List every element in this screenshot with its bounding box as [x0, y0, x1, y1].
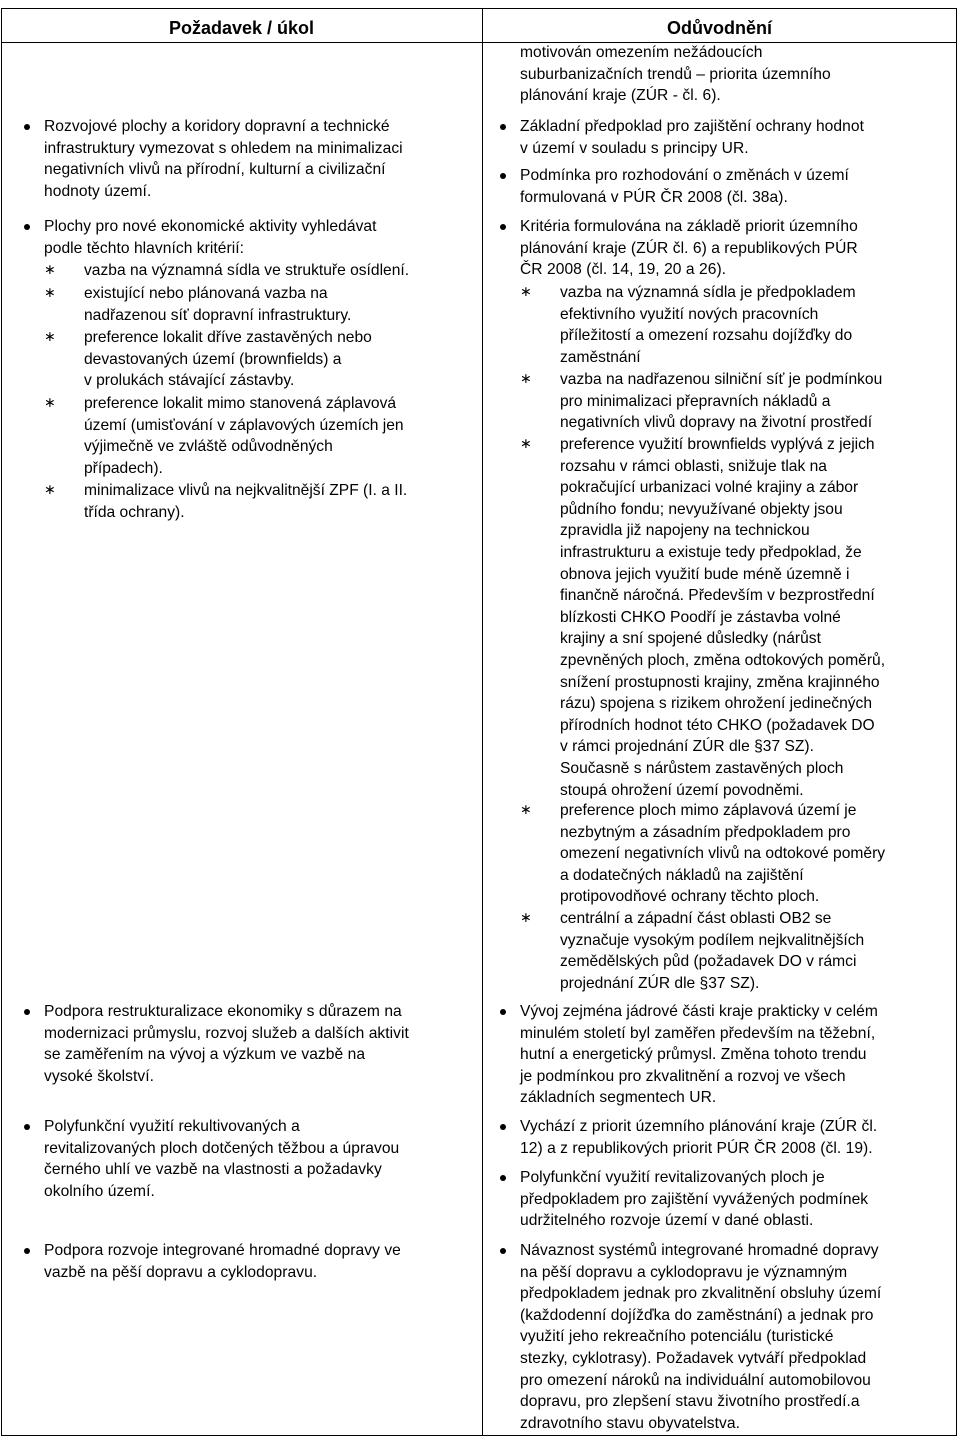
text-line: negativních vlivů na přírodní, kulturní a civilizační	[44, 161, 386, 179]
text-line: Vychází z priorit územního plánování kraje (ZÚR čl.	[520, 1118, 878, 1135]
criterion-list-item	[44, 327, 372, 392]
text-line: formulovaná v PÚR ČR 2008 (čl. 38a).	[520, 188, 788, 206]
text-line: a dodatečných nákladů na zajištění	[560, 866, 804, 884]
text-line: Polyfunkční využití revitalizovaných ploch je	[520, 1169, 825, 1186]
text-line: rozsahu v rámci oblasti, snižuje tlak na	[560, 457, 827, 475]
requirement-development-areas	[24, 116, 403, 202]
requirement-integrated-transport	[24, 1240, 401, 1283]
text-line: je podmínkou pro zkvalitnění a rozvoj ve všech	[520, 1067, 846, 1085]
text-line: zpevněných ploch, změna odtokových poměrů,	[560, 651, 886, 669]
justification-transport	[500, 1240, 881, 1434]
text-line: příležitostí a omezení rozsahu dojížďky do	[560, 327, 853, 345]
text-line: ∗ vazba na nadřazenou silniční síť je podmínkou	[560, 371, 883, 388]
text-line: vysoké školství.	[44, 1067, 154, 1085]
criterion-list-item	[44, 480, 407, 523]
text-line: pro minimalizaci přepravních nákladů a	[560, 392, 831, 410]
text-line: třída ochrany).	[84, 503, 185, 521]
text-line: snížení prostupnosti krajiny, změna krajinného	[560, 673, 880, 691]
text-line: protipovodňové ochrany těchto ploch.	[560, 888, 820, 906]
text-line: se zaměřením na vývoj a výzkum ve vazbě na	[44, 1046, 366, 1064]
table-border-top	[1, 8, 957, 9]
text-line: stezky, cyklotrasy). Požadavek vytváří předpoklad	[520, 1349, 867, 1367]
requirement-economic-areas	[24, 216, 377, 259]
justification-revitalization	[500, 1167, 868, 1232]
text-line: ČR 2008 (čl. 14, 19, 20 a 26).	[520, 261, 727, 279]
text-line: plánování kraje (ZÚR - čl. 6).	[520, 87, 721, 105]
text-line: předpokladem pro zajištění vyvážených podmínek	[520, 1190, 869, 1208]
justification-priorities	[500, 1116, 877, 1159]
text-line: nezbytným a zásadním předpokladem pro	[560, 823, 851, 841]
text-line: modernizaci průmyslu, rozvoj služeb a dalších aktivit	[44, 1024, 409, 1042]
text-line: Podmínka pro rozhodování o změnách v území	[520, 167, 849, 184]
text-line: devastovaných území (brownfields) a	[84, 350, 342, 368]
text-line: zemědělských půd (požadavek DO v rámci	[560, 953, 857, 971]
text-line: Rozvojové plochy a koridory dopravní a technické	[44, 118, 390, 135]
requirements-table	[1, 8, 957, 1435]
text-line: předpokladem jednak pro zkvalitnění obsluhy území	[520, 1285, 882, 1303]
text-line: Polyfunkční využití rekultivovaných a	[44, 1118, 300, 1135]
requirement-economic-restructuring	[24, 1001, 409, 1087]
table-border-right	[956, 8, 957, 1435]
text-line: dopravu, pro zlepšení stavu životního prostředí.a	[520, 1393, 860, 1411]
text-line: Vývoj zejména jádrové části kraje prakticky v celém	[520, 1003, 878, 1020]
criterion-list-item	[44, 260, 409, 282]
text-line: Plochy pro nové ekonomické aktivity vyhledávat	[44, 218, 377, 235]
text-line: ∗ preference využití brownfields vyplývá z jejich	[560, 436, 875, 453]
text-line: hodnoty území.	[44, 182, 152, 200]
text-line: Současně s nárůstem zastavěných ploch	[560, 759, 844, 777]
text-line: výjimečně ve zvláště odůvodněných	[84, 438, 333, 456]
text-line: stoupá ohrožení území povodněmi.	[560, 781, 804, 799]
text-line: minulém století byl zaměřen především na těžební,	[520, 1024, 876, 1042]
text-line: 12) a z republikových priorit PÚR ČR 2008 (čl. 19).	[520, 1139, 873, 1157]
text-line: okolního území.	[44, 1182, 155, 1200]
text-line: Základní předpoklad pro zajištění ochrany hodnot	[520, 118, 864, 135]
text-line: území (umisťování v záplavových územích jen	[84, 416, 404, 434]
text-line: zdravotního stavu obyvatelstva.	[520, 1414, 740, 1432]
text-line: ∗ centrální a západní část oblasti OB2 se	[560, 910, 832, 927]
justification-criteria	[500, 216, 858, 281]
text-line: podle těchto hlavních kritérií:	[44, 239, 245, 257]
text-line: vazbě na pěší dopravu a cyklodopravu.	[44, 1263, 318, 1281]
table-border-left	[1, 8, 2, 1435]
text-line: černého uhlí ve vazbě na vlastnosti a požadavky	[44, 1161, 382, 1179]
text-line: revitalizovaných ploch dotčených těžbou a úpravou	[44, 1139, 400, 1157]
criterion-list-item	[44, 283, 351, 326]
justification-protection	[500, 116, 864, 159]
text-line: ∗ preference lokalit dříve zastavěných nebo	[84, 329, 372, 346]
justification-list-item	[520, 434, 885, 801]
text-line: případech).	[84, 459, 163, 477]
text-line: krajiny a sní spojené důsledky (nárůst	[560, 630, 821, 648]
text-line: zaměstnání	[560, 348, 641, 366]
text-line: ∗ vazba na významná sídla ve struktuře osídlení.	[84, 262, 410, 279]
requirement-reclaimed-areas	[24, 1116, 399, 1202]
justification-continuation	[520, 42, 831, 107]
text-line: suburbanizačních trendů – priorita územního	[520, 65, 831, 83]
text-line: vyznačuje vysokým podílem nejkvalitnějších	[560, 931, 865, 949]
text-line: v rámci projednání ZÚR dle §37 SZ).	[560, 738, 814, 756]
text-line: ∗ preference lokalit mimo stanovená záplavová	[84, 395, 397, 412]
text-line: infrastrukturu a existuje tedy předpoklad, že	[560, 543, 862, 561]
text-line: hutní a energetický průmysl. Změna tohoto trendu	[520, 1046, 867, 1064]
justification-condition	[500, 165, 849, 208]
text-line: finančně náročná. Především v bezprostřední	[560, 587, 875, 605]
text-line: infrastruktury vymezovat s ohledem na minimalizaci	[44, 139, 403, 157]
text-line: nadřazenou síť dopravní infrastruktury.	[84, 306, 352, 324]
text-line: na pěší dopravu a cyklodopravu je významným	[520, 1263, 848, 1281]
text-line: projednání ZÚR dle §37 SZ).	[560, 974, 760, 992]
text-line: udržitelného rozvoje území v dané oblasti.	[520, 1212, 814, 1230]
text-line: ∗ preference ploch mimo záplavová území je	[560, 802, 857, 819]
text-line: rázu) spojena s rizikem ohrožení jedinečných	[560, 695, 873, 713]
text-line: motivován omezením nežádoucích	[520, 44, 763, 61]
text-line: Kritéria formulována na základě priorit územního	[520, 218, 858, 235]
text-line: pokračující urbanizaci volné krajiny a zábor	[560, 479, 859, 497]
justification-restructuring	[500, 1001, 878, 1109]
text-line: ∗ vazba na významná sídla je předpokladem	[560, 284, 856, 301]
text-line: obnova jejich využití bude méně územně i	[560, 565, 850, 583]
column-header-justification: Odůvodnění	[667, 18, 772, 38]
text-line: Návaznost systémů integrované hromadné dopravy	[520, 1242, 879, 1259]
text-line: plánování kraje (ZÚR čl. 6) a republikových PÚR	[520, 239, 858, 257]
text-line: ∗ existující nebo plánovaná vazba na	[84, 285, 328, 302]
text-line: v prolukách stávající zástavby.	[84, 372, 295, 390]
text-line: negativních vlivů dopravy na životní prostředí	[560, 414, 873, 432]
column-divider	[482, 8, 483, 1435]
column-header-requirement: Požadavek / úkol	[168, 18, 315, 38]
justification-list-item	[520, 800, 885, 908]
text-line: omezení negativních vlivů na odtokové poměry	[560, 845, 886, 863]
text-line: Podpora restrukturalizace ekonomiky s důrazem na	[44, 1003, 402, 1020]
justification-list-item	[520, 369, 882, 434]
text-line: v území v souladu s principy UR.	[520, 139, 749, 157]
text-line: využití jeho rekreačního potenciálu (turistické	[520, 1328, 834, 1346]
criterion-list-item	[44, 393, 404, 479]
text-line: (každodenní dojížďka do zaměstnání) a jednak pro	[520, 1306, 874, 1324]
text-line: efektivního využití nových pracovních	[560, 305, 819, 323]
justification-list-item	[520, 908, 864, 994]
text-line: přírodních hodnot této CHKO (požadavek DO	[560, 716, 875, 734]
text-line: základních segmentech UR.	[520, 1089, 717, 1107]
justification-list-item	[520, 282, 856, 368]
text-line: zpravidla již napojeny na technickou	[560, 522, 810, 540]
text-line: ∗ minimalizace vlivů na nejkvalitnější ZPF (I. a II.	[84, 482, 408, 499]
text-line: Podpora rozvoje integrované hromadné dopravy ve	[44, 1242, 401, 1259]
text-line: půdního fondu; nevyužívané objekty jsou	[560, 500, 843, 518]
text-line: blízkosti CHKO Poodří je zástavba volné	[560, 608, 841, 626]
text-line: pro omezení nároků na individuální automobilovou	[520, 1371, 871, 1389]
